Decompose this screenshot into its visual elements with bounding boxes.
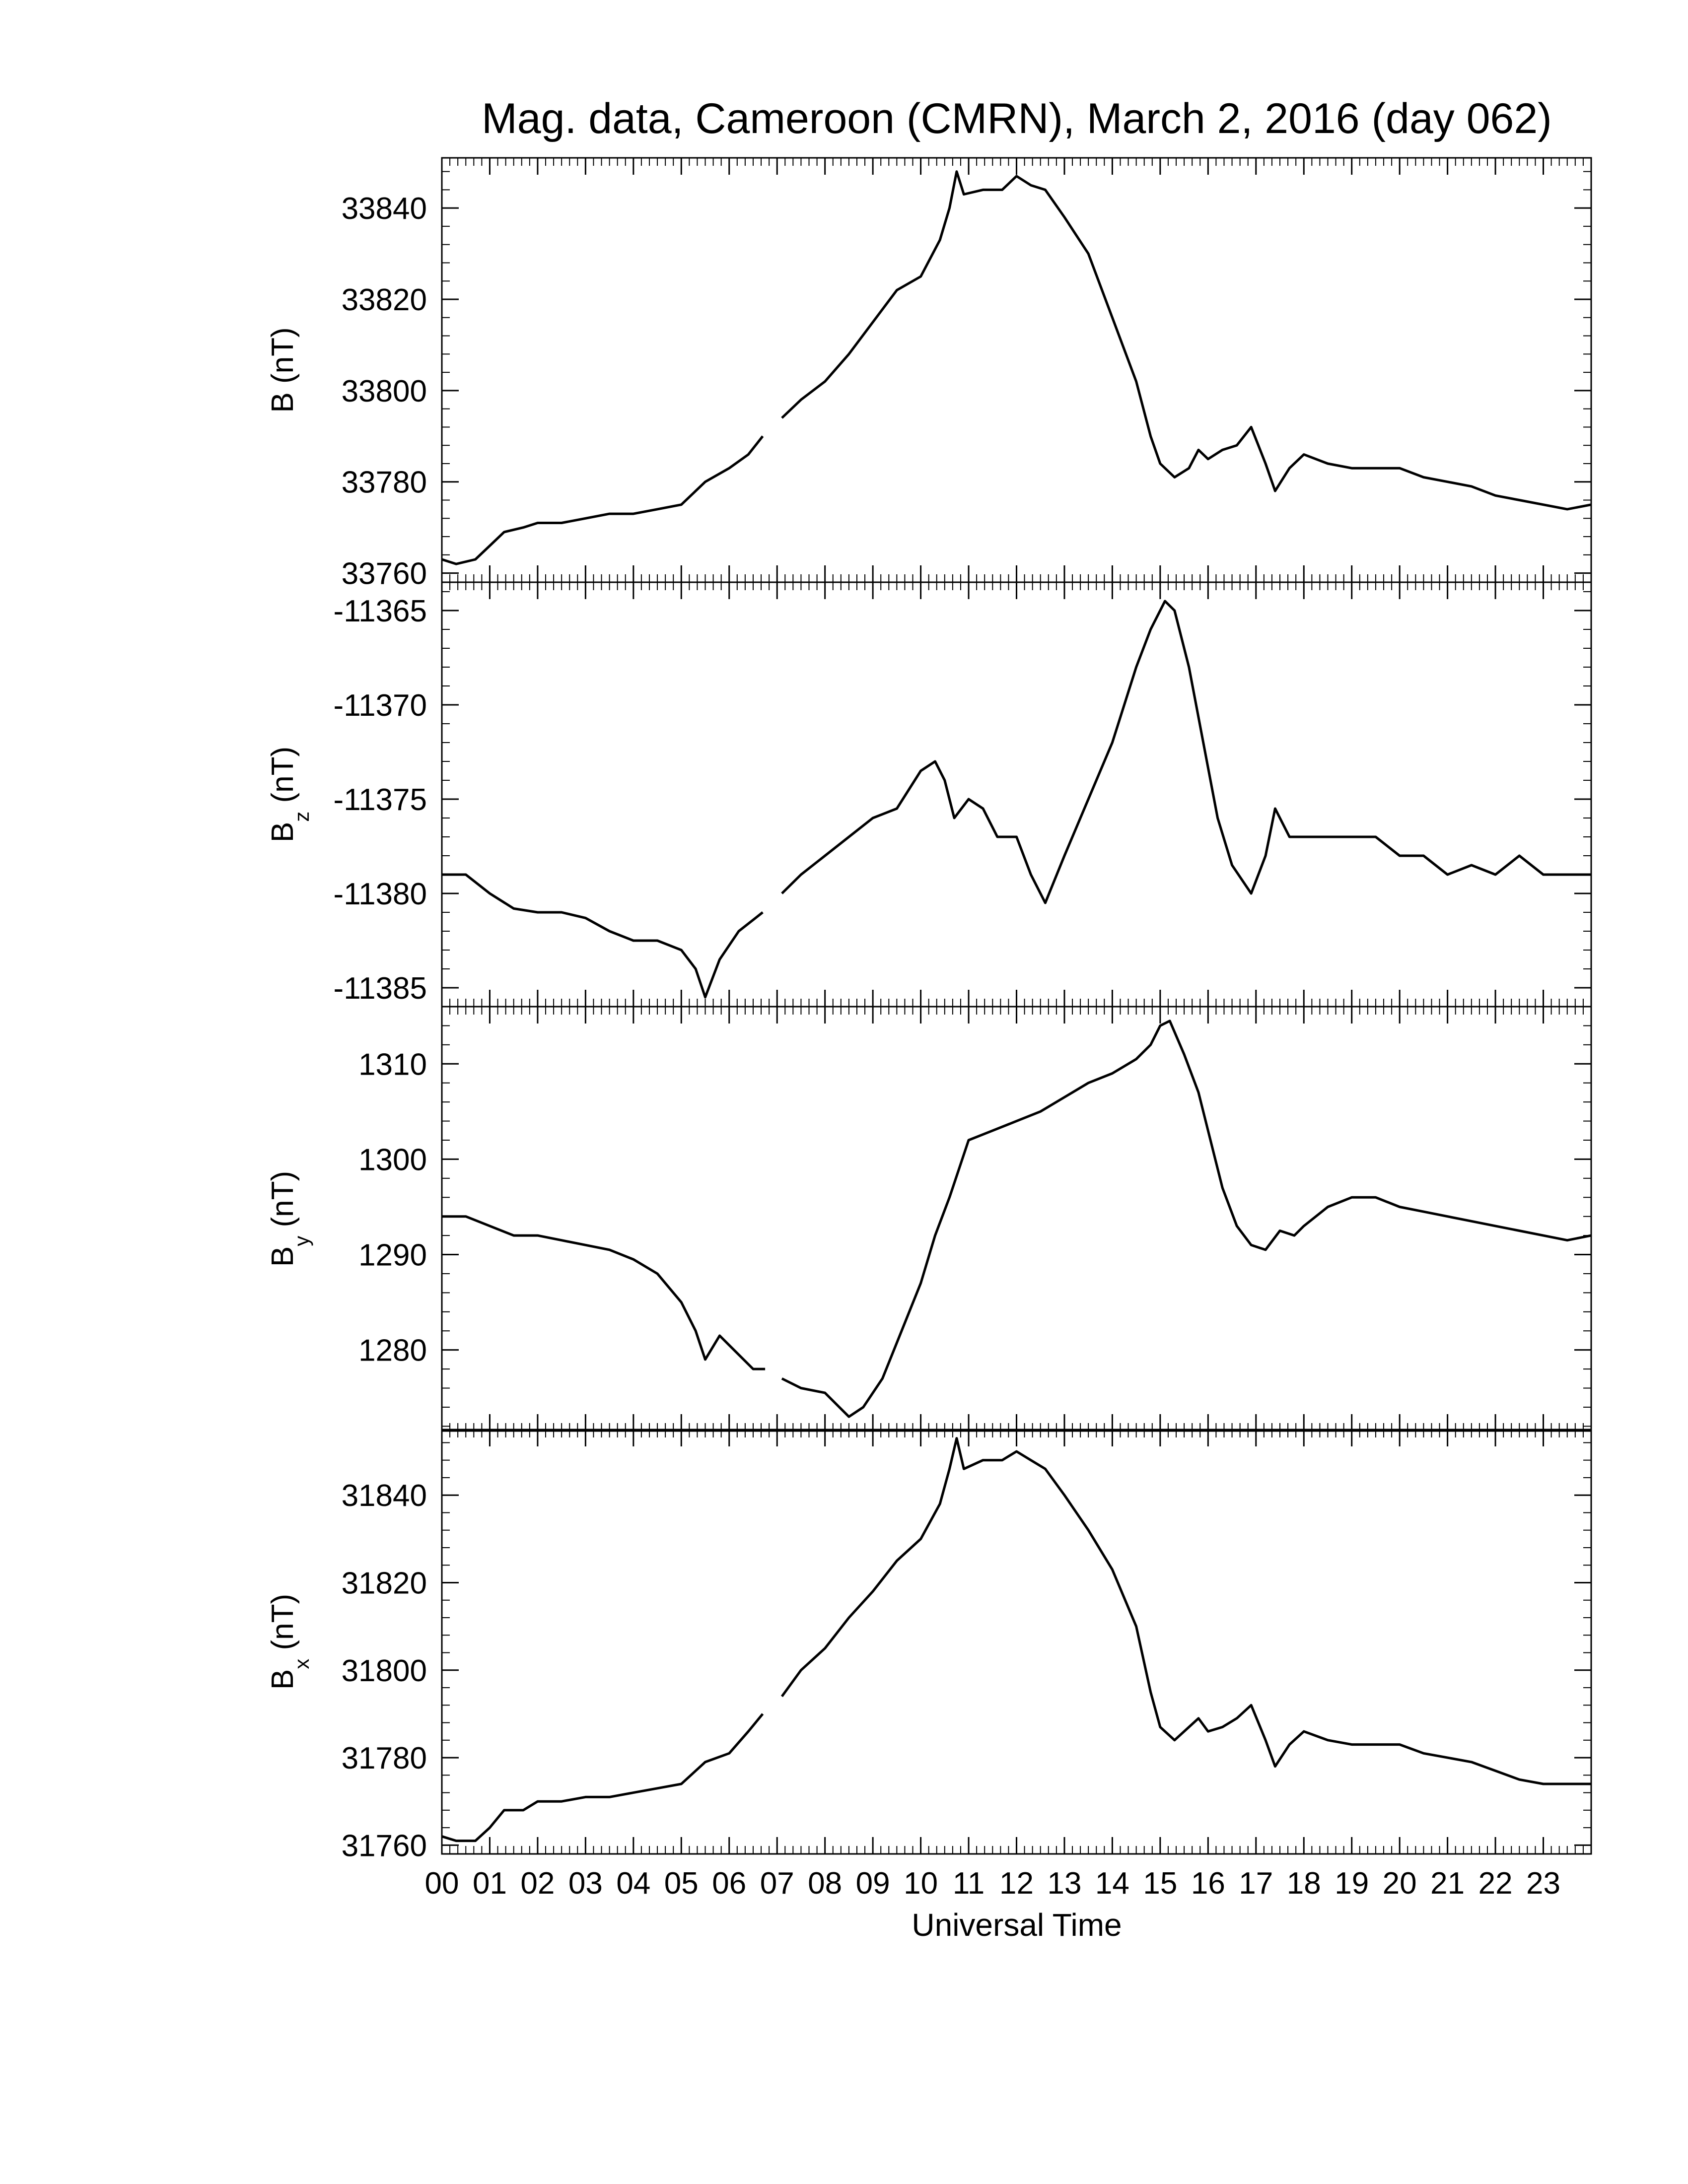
x-tick-label: 12 bbox=[999, 1866, 1034, 1901]
plot-frame bbox=[442, 158, 1591, 582]
y-tick-label: 1290 bbox=[358, 1238, 427, 1273]
panel-Bz bbox=[266, 582, 1591, 1007]
y-axis-label: $B_y$ (nT) bbox=[266, 1170, 313, 1267]
y-tick-label: 33820 bbox=[341, 283, 427, 317]
y-tick-label: -11380 bbox=[333, 877, 427, 911]
x-tick-label: 14 bbox=[1095, 1866, 1129, 1901]
x-tick-label: 09 bbox=[855, 1866, 890, 1901]
x-tick-label: 22 bbox=[1478, 1866, 1513, 1901]
x-tick-label: 16 bbox=[1191, 1866, 1225, 1901]
x-axis-label: Universal Time bbox=[912, 1907, 1122, 1943]
y-tick-label: -11370 bbox=[333, 688, 427, 723]
x-tick-label: 02 bbox=[520, 1866, 555, 1901]
y-axis-label: $B_x$ (nT) bbox=[266, 1593, 313, 1690]
x-tick-label: 01 bbox=[472, 1866, 507, 1901]
y-tick-label: 33780 bbox=[341, 465, 427, 500]
x-tick-label: 05 bbox=[664, 1866, 699, 1901]
x-tick-label: 13 bbox=[1047, 1866, 1082, 1901]
y-tick-label: 31760 bbox=[341, 1829, 427, 1863]
y-tick-label: -11365 bbox=[333, 594, 427, 628]
x-tick-label: 07 bbox=[760, 1866, 794, 1901]
x-tick-label: 19 bbox=[1335, 1866, 1369, 1901]
series-line-Bz bbox=[442, 875, 763, 997]
series-line-Bx bbox=[782, 1438, 1591, 1784]
x-tick-label: 20 bbox=[1382, 1866, 1417, 1901]
x-tick-label: 23 bbox=[1526, 1866, 1561, 1901]
x-tick-label: 10 bbox=[904, 1866, 938, 1901]
y-tick-label: 33800 bbox=[341, 374, 427, 409]
x-tick-label: 15 bbox=[1143, 1866, 1178, 1901]
panel-Bx bbox=[266, 1430, 1591, 1863]
series-line-Bz bbox=[782, 601, 1591, 903]
y-tick-label: -11385 bbox=[333, 971, 427, 1006]
y-tick-label: 33760 bbox=[341, 556, 427, 591]
x-tick-label: 18 bbox=[1286, 1866, 1321, 1901]
y-tick-label: 31840 bbox=[341, 1479, 427, 1513]
y-tick-label: 1300 bbox=[358, 1143, 427, 1177]
panel-By bbox=[266, 1007, 1591, 1431]
plot-frame bbox=[442, 582, 1591, 1007]
x-tick-label: 08 bbox=[808, 1866, 843, 1901]
x-tick-label: 06 bbox=[712, 1866, 747, 1901]
series-line-By bbox=[442, 1217, 765, 1369]
series-line-B bbox=[442, 436, 763, 564]
y-tick-label: 1310 bbox=[358, 1047, 427, 1082]
y-tick-label: 1280 bbox=[358, 1333, 427, 1368]
series-line-Bx bbox=[442, 1714, 763, 1841]
y-tick-label: 31780 bbox=[341, 1741, 427, 1776]
y-tick-label: 31820 bbox=[341, 1566, 427, 1601]
x-tick-label: 03 bbox=[568, 1866, 603, 1901]
y-tick-label: 33840 bbox=[341, 192, 427, 226]
plot-frame bbox=[442, 1430, 1591, 1854]
y-axis-label: B (nT) bbox=[266, 327, 300, 413]
x-tick-label: 11 bbox=[952, 1866, 985, 1901]
y-axis-label: $B_z$ (nT) bbox=[266, 746, 313, 843]
x-tick-label: 04 bbox=[616, 1866, 651, 1901]
x-tick-label: 00 bbox=[424, 1866, 459, 1901]
plot-frame bbox=[442, 1007, 1591, 1431]
y-tick-label: 31800 bbox=[341, 1653, 427, 1688]
series-line-By bbox=[782, 1021, 1591, 1417]
x-tick-label: 21 bbox=[1430, 1866, 1465, 1901]
chart-title: Mag. data, Cameroon (CMRN), March 2, 2016 (day 062) bbox=[482, 95, 1552, 142]
x-tick-label: 17 bbox=[1239, 1866, 1273, 1901]
series-line-B bbox=[782, 172, 1591, 509]
y-tick-label: -11375 bbox=[333, 783, 427, 817]
panel-B bbox=[266, 158, 1591, 591]
